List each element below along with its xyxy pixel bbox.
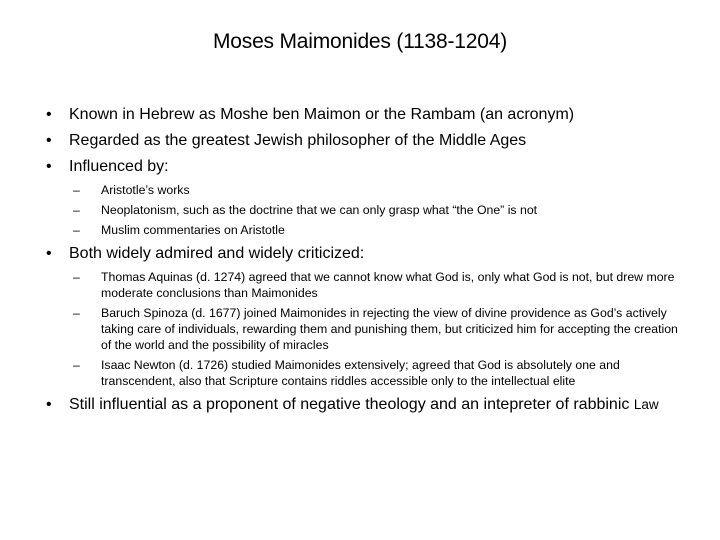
bullet-icon: • [46,396,52,413]
bullet-hebrew-name [46,104,686,125]
dash-icon: – [73,306,80,320]
bullet-icon: • [46,158,52,175]
bullet-admired-criticized [46,243,686,264]
dash-icon: – [73,183,80,197]
dash-icon: – [73,203,80,217]
dash-icon: – [73,358,80,372]
bullet-icon: • [46,106,52,123]
bullet-greatest-philosopher [46,130,686,151]
bullet-text: Regarded as the greatest Jewish philosopher of the Middle Ages [69,132,527,149]
slide-title: Moses Maimonides (1138-1204) [213,30,507,53]
dash-icon: – [73,270,80,284]
critics-list [46,269,686,389]
sub-bullet-neoplatonism [46,202,686,218]
sub-bullet-text: Baruch Spinoza (d. 1677) joined Maimonides in rejecting the view of divine providence as God’s actively taking care of individuals, rewarding them and punishing them, but criticized him for accepting the creation of the world and the possibility of miracles [101,306,678,352]
bullet-text: Still influential as a proponent of negative theology and an intepreter of rabbinic [69,396,630,413]
sub-bullet-text: Aristotle’s works [101,183,190,197]
sub-bullet-text: Isaac Newton (d. 1726) studied Maimonides extensively; agreed that God is absolutely one and transcendent, also that Scripture contains riddles accessible only to the intellectual elite [101,358,620,388]
sub-bullet-aristotle [46,182,686,198]
bullet-icon: • [46,132,52,149]
bullet-icon: • [46,245,52,262]
sub-bullet-text: Muslim commentaries on Aristotle [101,223,285,237]
bullet-text: Known in Hebrew as Moshe ben Maimon or the Rambam (an acronym) [69,106,575,123]
slide-body [46,104,686,420]
bullet-influenced-by [46,156,686,177]
sub-bullet-muslim-commentaries [46,222,686,238]
bullet-text: Both widely admired and widely criticized: [69,245,365,262]
bullet-negative-theology [46,394,686,415]
influences-list [46,182,686,238]
sub-bullet-aquinas [46,269,686,301]
sub-bullet-text: Neoplatonism, such as the doctrine that we can only grasp what “the One” is not [101,203,538,217]
dash-icon: – [73,223,80,237]
bullet-text: Influenced by: [69,158,169,175]
sub-bullet-spinoza [46,305,686,353]
bullet-text-tail: Law [633,397,659,412]
sub-bullet-newton [46,357,686,389]
sub-bullet-text: Thomas Aquinas (d. 1274) agreed that we cannot know what God is, only what God is not, but drew more moderate conclusions than Maimonides [101,270,675,300]
